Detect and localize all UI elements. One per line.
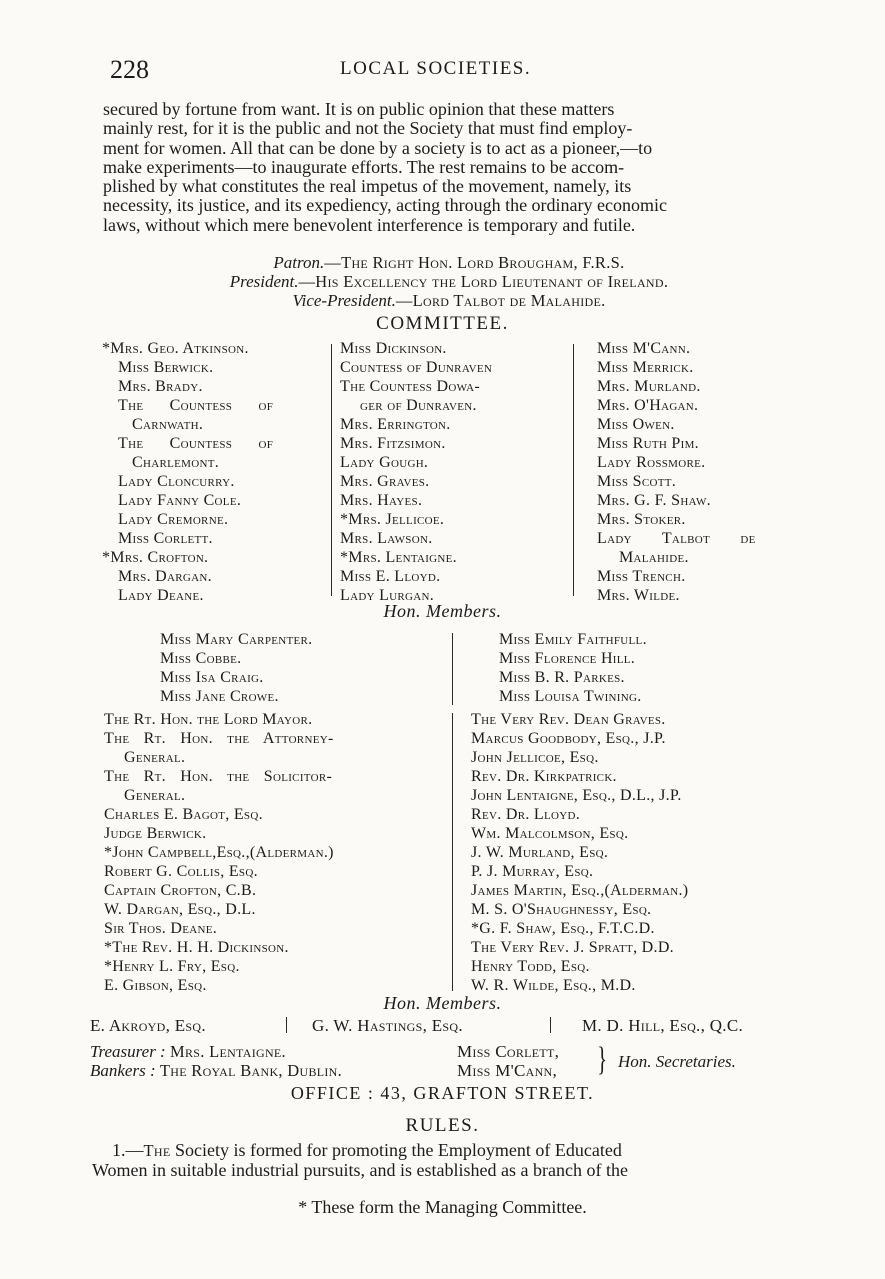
list-item: Miss Trench. (597, 568, 686, 585)
list-item: *Henry L. Fry, Esq. (104, 958, 240, 975)
list-item: Lady Rossmore. (597, 454, 706, 471)
list-item: Lady Fanny Cole. (118, 492, 242, 509)
list-item: Judge Berwick. (104, 825, 207, 842)
list-item: Lady Lurgan. (340, 587, 435, 604)
list-item: M. S. O'Shaughnessy, Esq. (471, 901, 652, 918)
column-divider (452, 713, 453, 991)
hon-members-heading-2: Hon. Members. (383, 993, 502, 1013)
intro-paragraph (103, 100, 821, 235)
list-item: Miss B. R. Parkes. (499, 669, 625, 686)
text-line: laws, without which mere benevolent interference is temporary and futile. (103, 214, 636, 235)
column-divider (452, 633, 453, 705)
list-item: Mrs. Hayes. (340, 492, 423, 509)
list-item: Carnwath. (132, 416, 204, 433)
list-item: The Very Rev. Dean Graves. (471, 711, 666, 728)
hon-members-heading: Hon. Members. (383, 601, 502, 621)
bankers-line (90, 1061, 342, 1081)
committee-heading: COMMITTEE. (376, 313, 509, 334)
list-item: Mrs. Graves. (340, 473, 430, 490)
list-item: Miss Berwick. (118, 359, 214, 376)
running-title: LOCAL SOCIETIES. (340, 58, 532, 79)
list-item: Lady Cloncurry. (118, 473, 235, 490)
list-item: The Countess Dowa- (340, 378, 480, 395)
list-item: Mrs. Lawson. (340, 530, 433, 547)
rule-1-text: Society is formed for promoting the Employment of Educated (174, 1140, 622, 1160)
list-item: *Mrs. Lentaigne. (340, 549, 457, 566)
list-item: John Jellicoe, Esq. (471, 749, 599, 766)
committee-column-2 (340, 339, 565, 605)
list-item: Mrs. O'Hagan. (597, 397, 699, 414)
gentlemen-right (471, 710, 816, 995)
rule-1-line-2: Women in suitable industrial pursuits, and is established as a branch of the (92, 1160, 628, 1180)
column-divider (573, 344, 574, 596)
page-number: 228 (110, 55, 149, 84)
list-item: The Rt. Hon. the Solicitor- (104, 768, 333, 785)
patron-name: —The Right Hon. Lord Brougham, F.R.S. (324, 253, 625, 272)
hon-member: M. D. Hill, Esq., Q.C. (582, 1016, 744, 1035)
vice-president-name: —Lord Talbot de Malahide. (395, 291, 606, 310)
footnote: * These form the Managing Committee. (298, 1197, 587, 1217)
list-item: Sir Thos. Deane. (104, 920, 218, 937)
list-item: Miss M'Cann. (597, 340, 691, 357)
list-item: E. Gibson, Esq. (104, 977, 207, 994)
list-item: W. R. Wilde, Esq., M.D. (471, 977, 636, 994)
list-item: Mrs. Dargan. (118, 568, 212, 585)
secretaries-label: Hon. Secretaries. (618, 1052, 736, 1071)
list-item: General. (124, 749, 186, 766)
list-item: Miss Corlett. (118, 530, 213, 547)
vice-president-label: Vice-President. (292, 291, 396, 310)
list-item: Mrs. Fitzsimon. (340, 435, 446, 452)
list-item: Miss Florence Hill. (499, 650, 636, 667)
list-item: Miss Merrick. (597, 359, 694, 376)
secretaries-names (457, 1042, 559, 1080)
rule-1-line-1 (112, 1140, 622, 1161)
list-item: Mrs. Errington. (340, 416, 451, 433)
treasurer-line (90, 1042, 286, 1062)
secretary-name: Miss Corlett, (457, 1042, 560, 1061)
president-name: —His Excellency the Lord Lieutenant of Ireland. (298, 272, 669, 291)
list-item: Rev. Dr. Kirkpatrick. (471, 768, 617, 785)
list-item: Miss Cobbe. (160, 650, 242, 667)
list-item: Miss E. Lloyd. (340, 568, 441, 585)
list-item: Mrs. Wilde. (597, 587, 680, 604)
rules-heading: RULES. (405, 1115, 480, 1136)
list-item: Miss Isa Craig. (160, 669, 264, 686)
list-item: Malahide. (619, 549, 689, 566)
list-item: Miss Jane Crowe. (160, 688, 279, 705)
list-item: Marcus Goodbody, Esq., J.P. (471, 730, 666, 747)
list-item: Mrs. Murland. (597, 378, 701, 395)
list-item: The Very Rev. J. Spratt, D.D. (471, 939, 674, 956)
list-item: J. W. Murland, Esq. (471, 844, 609, 861)
rule-1-lead: The (143, 1141, 171, 1160)
column-divider (286, 1017, 287, 1033)
list-item: Wm. Malcolmson, Esq. (471, 825, 629, 842)
list-item: Lady Talbot de (597, 530, 756, 547)
list-item: *John Campbell,Esq.,(Alderman.) (104, 844, 334, 861)
list-item: Charles E. Bagot, Esq. (104, 806, 263, 823)
list-item: Miss Emily Faithfull. (499, 631, 647, 648)
president-label: President. (229, 272, 299, 291)
list-item: *G. F. Shaw, Esq., F.T.C.D. (471, 920, 655, 937)
secretary-name: Miss M'Cann, (457, 1061, 558, 1080)
list-item: The Rt. Hon. the Attorney- (104, 730, 334, 747)
president-line (90, 272, 808, 292)
column-divider (550, 1017, 551, 1033)
patron-label: Patron. (273, 253, 325, 272)
list-item: P. J. Murray, Esq. (471, 863, 594, 880)
list-item: Miss Mary Carpenter. (160, 631, 313, 648)
list-item: Lady Deane. (118, 587, 204, 604)
text-line: make experiments—to inaugurate efforts. The rest remains to be accom- (103, 156, 625, 177)
list-item: Miss Louisa Twining. (499, 688, 642, 705)
list-item: General. (124, 787, 186, 804)
list-item: James Martin, Esq.,(Alderman.) (471, 882, 689, 899)
list-item: ger of Dunraven. (360, 397, 477, 414)
list-item: *Mrs. Crofton. (102, 549, 209, 566)
list-item: Countess of Dunraven (340, 359, 493, 376)
list-item: John Lentaigne, Esq., D.L., J.P. (471, 787, 682, 804)
list-item: *Mrs. Geo. Atkinson. (102, 340, 249, 357)
list-item: The Countess of (118, 397, 274, 414)
hon-member: E. Akroyd, Esq. (90, 1016, 206, 1035)
text-line: necessity, its justice, and its expediency, acting through the ordinary economic (103, 195, 668, 216)
list-item: Mrs. Stoker. (597, 511, 686, 528)
hon-members-left (160, 630, 440, 706)
brace-icon: } (597, 1041, 608, 1078)
list-item: Robert G. Collis, Esq. (104, 863, 258, 880)
list-item: Miss Scott. (597, 473, 677, 490)
office-address: OFFICE : 43, GRAFTON STREET. (290, 1083, 595, 1103)
text-line: ment for women. All that can be done by a society is to act as a pioneer,—to (103, 137, 653, 158)
list-item: Rev. Dr. Lloyd. (471, 806, 581, 823)
list-item: W. Dargan, Esq., D.L. (104, 901, 256, 918)
list-item: Captain Crofton, C.B. (104, 882, 257, 899)
list-item: Lady Gough. (340, 454, 429, 471)
list-item: Mrs. G. F. Shaw. (597, 492, 711, 509)
bankers-name: The Royal Bank, Dublin. (159, 1061, 343, 1080)
text-line: secured by fortune from want. It is on public opinion that these matters (103, 99, 615, 119)
rule-1-number: 1.— (112, 1140, 144, 1160)
list-item: The Rt. Hon. the Lord Mayor. (104, 711, 313, 728)
list-item: Mrs. Brady. (118, 378, 203, 395)
list-item: The Countess of (118, 435, 274, 452)
list-item: *The Rev. H. H. Dickinson. (104, 939, 289, 956)
list-item: Charlemont. (132, 454, 220, 471)
hon-member: G. W. Hastings, Esq. (312, 1016, 463, 1035)
patron-line (90, 253, 808, 273)
committee-column-3 (597, 339, 812, 605)
text-line: mainly rest, for it is the public and not the Society that must find employ- (103, 118, 633, 139)
hon-members-right (499, 630, 799, 706)
bankers-label: Bankers : (90, 1061, 156, 1080)
list-item: Miss Dickinson. (340, 340, 447, 357)
list-item: Henry Todd, Esq. (471, 958, 590, 975)
committee-column-1 (102, 339, 324, 605)
list-item: Miss Ruth Pim. (597, 435, 699, 452)
treasurer-label: Treasurer : (90, 1042, 166, 1061)
list-item: Miss Owen. (597, 416, 675, 433)
list-item: *Mrs. Jellicoe. (340, 511, 445, 528)
gentlemen-left (104, 710, 439, 995)
vice-president-line (90, 291, 808, 311)
column-divider (331, 344, 332, 596)
list-item: Lady Cremorne. (118, 511, 229, 528)
treasurer-name: Mrs. Lentaigne. (169, 1042, 286, 1061)
text-line: plished by what constitutes the real impetus of the movement, namely, its (103, 176, 632, 197)
